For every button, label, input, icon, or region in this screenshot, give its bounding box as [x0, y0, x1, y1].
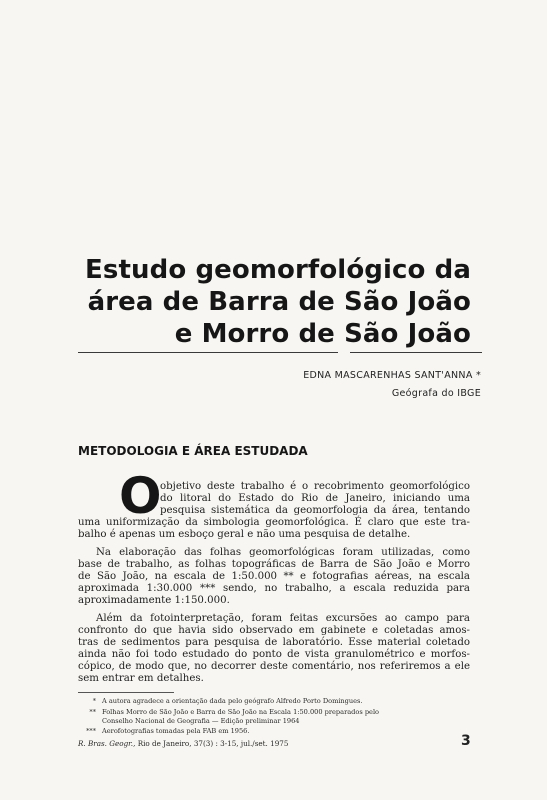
- drop-cap: O: [119, 467, 162, 525]
- journal-citation: [78, 739, 288, 748]
- citation-details: Rio de Janeiro, 37(3) : 3-15, jul./set. 1975: [137, 739, 289, 748]
- body-line: de São João, na escala de 1:50.000 ** e fotografias aéreas, na escala: [78, 571, 470, 582]
- article-title: [85, 254, 471, 350]
- footnote-rule: [78, 692, 174, 693]
- body-line: ainda não foi todo estudado do ponto de vista granulométrico e morfos-: [78, 649, 470, 660]
- body-line: pesquisa sistemática da geomorfologia da área, tentando: [160, 505, 470, 516]
- body-line: Na elaboração das folhas geomorfológicas foram utilizadas, como: [96, 547, 470, 558]
- author-block: [303, 367, 481, 403]
- footnote-text: Aerofotografias tomadas pela FAB em 1956.: [102, 727, 250, 735]
- body-line: uma uniformização da simbologia geomorfológica. É claro que este tra-: [78, 517, 470, 528]
- body-line: aproximadamente 1:150.000.: [78, 595, 230, 606]
- title-rule-short: [350, 352, 482, 353]
- body-line: cópico, de modo que, no decorrer deste comentário, nos referiremos a ele: [78, 661, 470, 672]
- body-line: balho é apenas um esboço geral e não uma pesquisa de detalhe.: [78, 529, 411, 540]
- body-line: aproximada 1:30.000 *** sendo, no trabalho, a escala reduzida para: [78, 583, 470, 594]
- author-role: Geógrafa do IBGE: [391, 388, 481, 399]
- footnote-2: [78, 708, 379, 717]
- body-line: do litoral do Estado do Rio de Janeiro, iniciando uma: [160, 493, 470, 504]
- page-number: 3: [461, 733, 471, 749]
- footnote-marker: ***: [86, 727, 96, 735]
- footnote-marker: *: [92, 697, 96, 705]
- body-line: confronto do que havia sido observado em gabinete e coletadas amos-: [78, 625, 470, 636]
- title-line-3: e Morro de São João: [174, 319, 471, 349]
- title-rule-long: [78, 352, 338, 353]
- footnote-1: [78, 697, 363, 706]
- body-line: Além da fotointerpretação, foram feitas excursões ao campo para: [96, 613, 470, 624]
- section-heading: METODOLOGIA E ÁREA ESTUDADA: [78, 444, 308, 458]
- body-line: objetivo deste trabalho é o recobrimento geomorfológico: [160, 481, 470, 492]
- body-line: tras de sedimentos para pesquisa de laboratório. Esse material coletado: [78, 637, 470, 648]
- body-line: sem entrar em detalhes.: [78, 673, 204, 684]
- title-line-2: área de Barra de São João: [87, 287, 471, 317]
- footnote-3: [78, 727, 249, 736]
- footnote-text: A autora agradece a orientação dada pelo geógrafo Alfredo Porto Domingues.: [102, 697, 363, 705]
- footnote-text: Conselho Nacional de Geografia — Edição preliminar 1964: [102, 717, 300, 725]
- footnote-text: Folhas Morro de São João e Barra de São João na Escala 1:50.000 preparados pelo: [102, 708, 380, 716]
- author-name: EDNA MASCARENHAS SANT'ANNA *: [303, 370, 481, 381]
- title-line-1: Estudo geomorfológico da: [85, 255, 471, 285]
- footnote-2-cont: [102, 717, 300, 726]
- journal-name: R. Bras. Geogr.,: [78, 739, 136, 748]
- body-line: base de trabalho, as folhas topográficas de Barra de São João e Morro: [78, 559, 470, 570]
- footnote-marker: **: [89, 708, 96, 716]
